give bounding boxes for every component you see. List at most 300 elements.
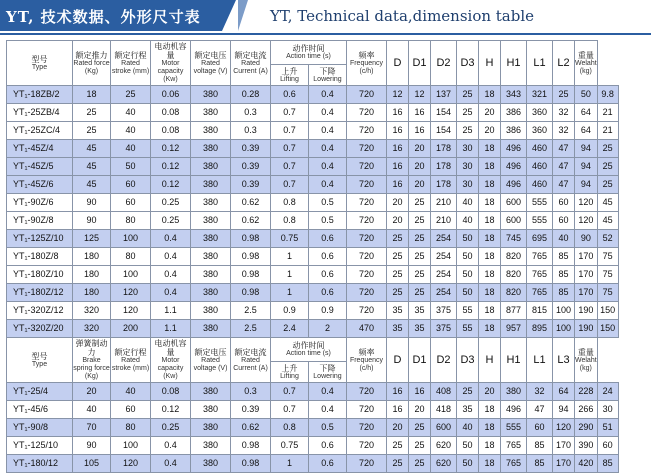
table1-cell: 80 xyxy=(111,212,151,230)
table1-cell: 0.4 xyxy=(151,230,191,248)
table1-cell: 765 xyxy=(527,266,553,284)
header2-voltage-en: Rated voltage (V) xyxy=(193,356,228,372)
table1-cell: 25 xyxy=(553,86,575,104)
table1-cell: 1 xyxy=(271,248,309,266)
table1-cell: 21 xyxy=(597,122,618,140)
table2-cell: 64 xyxy=(553,383,575,401)
table1-row xyxy=(7,212,619,230)
table2-cell: 60 xyxy=(111,401,151,419)
table1-cell: 2.5 xyxy=(231,302,271,320)
table1-cell: 957 xyxy=(501,320,527,338)
table1-cell: 150 xyxy=(597,302,618,320)
table1-cell: 380 xyxy=(191,284,231,302)
table1-cell: 64 xyxy=(575,122,598,140)
header-stroke-cn: 额定行程 xyxy=(114,50,147,60)
table1-cell: 45 xyxy=(73,158,111,176)
table1-cell: 2 xyxy=(309,320,347,338)
table1-cell: 0.12 xyxy=(151,158,191,176)
table2-cell: 18 xyxy=(479,455,501,473)
table1-cell: 18 xyxy=(479,158,501,176)
table2-cell: 380 xyxy=(191,455,231,473)
header-l1: L1 xyxy=(527,41,553,86)
table1-cell: 720 xyxy=(347,86,387,104)
header2-current xyxy=(231,338,271,383)
table1-cell: 60 xyxy=(553,194,575,212)
table1-cell: 320 xyxy=(73,302,111,320)
table1-cell: 460 xyxy=(527,158,553,176)
header-lower-en: Lowering xyxy=(313,75,342,83)
header2-l1: L1 xyxy=(527,338,553,383)
table2-cell: 0.75 xyxy=(271,437,309,455)
header2-h: H xyxy=(479,338,501,383)
table1-cell: 0.39 xyxy=(231,176,271,194)
title-cn-banner xyxy=(0,0,222,31)
table1-cell: 496 xyxy=(501,158,527,176)
table1-cell: 80 xyxy=(111,248,151,266)
table1-cell: 380 xyxy=(191,212,231,230)
table2-cell: 0.4 xyxy=(151,455,191,473)
table1-cell: 25 xyxy=(457,122,479,140)
table2-cell: 0.7 xyxy=(271,383,309,401)
table1-row xyxy=(7,302,619,320)
header2-action-time xyxy=(271,338,347,362)
table1-cell: 190 xyxy=(575,320,598,338)
table1-cell: 16 xyxy=(409,122,431,140)
table2-row xyxy=(7,455,619,473)
header2-brake-cn: 弹簧制动力 xyxy=(75,339,108,357)
table1-cell: 210 xyxy=(431,194,457,212)
table1-cell: 25 xyxy=(111,86,151,104)
table1-cell: 555 xyxy=(527,212,553,230)
table1-cell: 47 xyxy=(553,176,575,194)
table2-cell: 25 xyxy=(387,437,409,455)
table1-cell: 9.8 xyxy=(597,86,618,104)
table2-cell: 51 xyxy=(597,419,618,437)
table1-cell: 496 xyxy=(501,140,527,158)
header2-type xyxy=(7,338,73,383)
table1-cell: 0.4 xyxy=(309,86,347,104)
header-lift-en: Lifting xyxy=(280,75,299,83)
table1-cell: 460 xyxy=(527,176,553,194)
table1-cell: 18 xyxy=(479,248,501,266)
table1-cell: 0.98 xyxy=(231,284,271,302)
table2-type-cell: YT₁-45/6 xyxy=(7,401,73,419)
table1-type-cell: YT₁-90Z/6 xyxy=(7,194,73,212)
table1-cell: 180 xyxy=(73,284,111,302)
header2-current-cn: 额定电流 xyxy=(234,347,267,357)
table2-cell: 20 xyxy=(73,383,111,401)
table1-cell: 12 xyxy=(387,86,409,104)
header2-lower-en: Lowering xyxy=(313,372,342,380)
table1-cell: 765 xyxy=(527,248,553,266)
table2-row xyxy=(7,419,619,437)
header2-h1: H1 xyxy=(501,338,527,383)
header-type xyxy=(7,41,73,86)
table2-cell: 32 xyxy=(527,383,553,401)
header-l2: L2 xyxy=(553,41,575,86)
header-voltage-en: Rated voltage (V) xyxy=(193,59,228,75)
table1-cell: 720 xyxy=(347,248,387,266)
table1-cell: 25 xyxy=(387,248,409,266)
table2-cell: 120 xyxy=(553,419,575,437)
table2-cell: 18 xyxy=(479,401,501,419)
table2-cell: 418 xyxy=(431,401,457,419)
table1-cell: 64 xyxy=(575,104,598,122)
header-frequency xyxy=(347,41,387,86)
header2-d3: D3 xyxy=(457,338,479,383)
table1-cell: 380 xyxy=(191,248,231,266)
table1-cell: 16 xyxy=(387,140,409,158)
table1-cell: 40 xyxy=(457,194,479,212)
table1-cell: 30 xyxy=(457,140,479,158)
table1-row xyxy=(7,104,619,122)
table2-cell: 720 xyxy=(347,383,387,401)
table1-cell: 0.4 xyxy=(309,140,347,158)
table2-cell: 20 xyxy=(479,383,501,401)
table1-cell: 0.98 xyxy=(231,248,271,266)
table1-cell: 380 xyxy=(191,194,231,212)
header2-brake xyxy=(73,338,111,383)
table1-cell: 18 xyxy=(479,194,501,212)
table1-cell: 120 xyxy=(111,284,151,302)
table2-cell: 290 xyxy=(575,419,598,437)
table2-row xyxy=(7,383,619,401)
table1-cell: 0.62 xyxy=(231,212,271,230)
header-row-1a xyxy=(7,41,619,65)
title-chinese: YT, 技术数据、外形尺寸表 xyxy=(6,8,201,26)
header2-motor-en: Motor capacity (Kw) xyxy=(157,357,184,380)
header2-motor-cn: 电动机容量 xyxy=(154,339,187,357)
table1-cell: 0.8 xyxy=(271,194,309,212)
table2-cell: 408 xyxy=(431,383,457,401)
table1-cell: 90 xyxy=(73,212,111,230)
table2-cell: 170 xyxy=(553,455,575,473)
table2-cell: 85 xyxy=(527,455,553,473)
table1-type-cell: YT₁-180Z/10 xyxy=(7,266,73,284)
header-h: H xyxy=(479,41,501,86)
table1-type-cell: YT₁-320Z/12 xyxy=(7,302,73,320)
header-d2: D2 xyxy=(431,41,457,86)
table2-cell: 765 xyxy=(501,455,527,473)
table1-cell: 0.5 xyxy=(309,194,347,212)
table1-cell: 210 xyxy=(431,212,457,230)
table2-cell: 0.39 xyxy=(231,401,271,419)
table1-cell: 0.6 xyxy=(309,230,347,248)
table2-cell: 16 xyxy=(409,383,431,401)
table1-type-cell: YT₁-25ZB/4 xyxy=(7,104,73,122)
table1-cell: 375 xyxy=(431,302,457,320)
table2-cell: 35 xyxy=(457,401,479,419)
title-english: YT, Technical data,dimension table xyxy=(270,7,535,25)
header2-motor xyxy=(151,338,191,383)
table1-type-cell: YT₁-45Z/4 xyxy=(7,140,73,158)
table1-cell: 40 xyxy=(553,230,575,248)
header-weight-cn: 重量 xyxy=(577,50,594,60)
table1-cell: 0.4 xyxy=(151,248,191,266)
table2-cell: 70 xyxy=(73,419,111,437)
table1-cell: 120 xyxy=(111,302,151,320)
header-freq-en: Frequency (c/h) xyxy=(349,59,384,75)
table1-cell: 600 xyxy=(501,212,527,230)
table1-cell: 40 xyxy=(111,104,151,122)
table1-cell: 720 xyxy=(347,212,387,230)
table1-cell: 47 xyxy=(553,140,575,158)
header2-lowering xyxy=(309,362,347,383)
table1-cell: 2.4 xyxy=(271,320,309,338)
table1-cell: 16 xyxy=(387,104,409,122)
table1-cell: 25 xyxy=(73,122,111,140)
header2-lower-cn: 下降 xyxy=(319,363,336,373)
table1-cell: 35 xyxy=(409,320,431,338)
table1-cell: 25 xyxy=(597,176,618,194)
table1-cell: 20 xyxy=(409,176,431,194)
table1-cell: 25 xyxy=(387,230,409,248)
table2-cell: 30 xyxy=(597,401,618,419)
table1-cell: 18 xyxy=(479,176,501,194)
table2-cell: 496 xyxy=(501,401,527,419)
header2-stroke xyxy=(111,338,151,383)
header2-type-cn: 型号 xyxy=(31,351,48,361)
header-row-2a xyxy=(7,338,619,362)
table1-cell: 35 xyxy=(387,302,409,320)
table1-cell: 55 xyxy=(457,320,479,338)
table1-cell: 45 xyxy=(597,194,618,212)
header2-d1: D1 xyxy=(409,338,431,383)
table1-cell: 178 xyxy=(431,158,457,176)
table1-cell: 375 xyxy=(431,320,457,338)
table1-cell: 0.08 xyxy=(151,104,191,122)
table1-cell: 720 xyxy=(347,158,387,176)
header-stroke-en: Rated stroke (mm) xyxy=(111,59,150,75)
table1-cell: 50 xyxy=(457,248,479,266)
table1-cell: 695 xyxy=(527,230,553,248)
table2-cell: 0.7 xyxy=(271,401,309,419)
table2-cell: 620 xyxy=(431,437,457,455)
table2-cell: 0.08 xyxy=(151,383,191,401)
header2-voltage-cn: 额定电压 xyxy=(194,347,227,357)
table2-cell: 600 xyxy=(431,419,457,437)
table2-cell: 390 xyxy=(575,437,598,455)
table1-cell: 25 xyxy=(597,140,618,158)
header-lift-cn: 上升 xyxy=(281,66,298,76)
table2-cell: 380 xyxy=(191,401,231,419)
table1-type-cell: YT₁-45Z/6 xyxy=(7,176,73,194)
table1-cell: 600 xyxy=(501,194,527,212)
table1-cell: 0.6 xyxy=(309,266,347,284)
table2-cell: 80 xyxy=(111,419,151,437)
table1-cell: 170 xyxy=(575,284,598,302)
table1-cell: 25 xyxy=(597,158,618,176)
table1-cell: 18 xyxy=(479,284,501,302)
table1-cell: 720 xyxy=(347,194,387,212)
table2-cell: 16 xyxy=(387,401,409,419)
table2-cell: 170 xyxy=(553,437,575,455)
table1-cell: 25 xyxy=(387,266,409,284)
table1-cell: 75 xyxy=(597,284,618,302)
table1-type-cell: YT₁-320Z/20 xyxy=(7,320,73,338)
table1-cell: 178 xyxy=(431,176,457,194)
header2-action-en: Action time (s) xyxy=(286,350,331,357)
table2-cell: 0.8 xyxy=(271,419,309,437)
table2-type-cell: YT₁-125/10 xyxy=(7,437,73,455)
table1-cell: 0.8 xyxy=(271,212,309,230)
table1-cell: 100 xyxy=(553,302,575,320)
table1-row xyxy=(7,176,619,194)
header2-lift-en: Lifting xyxy=(280,372,299,380)
table1-cell: 254 xyxy=(431,266,457,284)
header2-type-en: Type xyxy=(31,360,48,368)
table1-cell: 0.9 xyxy=(309,302,347,320)
table1-cell: 200 xyxy=(111,320,151,338)
table1-cell: 320 xyxy=(73,320,111,338)
table1-cell: 20 xyxy=(387,194,409,212)
title-banner-accent xyxy=(238,0,248,31)
table1-cell: 0.3 xyxy=(231,122,271,140)
header-current-en: Rated Current (A) xyxy=(233,59,268,75)
table1-cell: 25 xyxy=(73,104,111,122)
header2-weight xyxy=(575,338,598,383)
table1-type-cell: YT₁-180Z/12 xyxy=(7,284,73,302)
table1-cell: 0.7 xyxy=(271,176,309,194)
table1-cell: 32 xyxy=(553,122,575,140)
table1-cell: 765 xyxy=(527,284,553,302)
table1-cell: 720 xyxy=(347,302,387,320)
table1-cell: 18 xyxy=(479,140,501,158)
header-type-en: Type xyxy=(31,63,48,71)
table1-cell: 35 xyxy=(409,302,431,320)
table1-cell: 815 xyxy=(527,302,553,320)
table2-cell: 0.4 xyxy=(309,383,347,401)
table2-cell: 40 xyxy=(111,383,151,401)
table1-type-cell: YT₁-18ZB/2 xyxy=(7,86,73,104)
table1-row xyxy=(7,266,619,284)
table1-cell: 254 xyxy=(431,248,457,266)
table1-cell: 745 xyxy=(501,230,527,248)
table1-cell: 1.1 xyxy=(151,302,191,320)
table2-cell: 40 xyxy=(73,401,111,419)
table1-cell: 0.7 xyxy=(271,122,309,140)
table1-cell: 18 xyxy=(479,212,501,230)
table1-cell: 343 xyxy=(501,86,527,104)
table1-cell: 20 xyxy=(479,104,501,122)
table2-cell: 228 xyxy=(575,383,598,401)
table2-cell: 266 xyxy=(575,401,598,419)
table2-cell: 0.98 xyxy=(231,455,271,473)
table2-cell: 720 xyxy=(347,401,387,419)
table2-cell: 24 xyxy=(597,383,618,401)
table1-cell: 75 xyxy=(597,266,618,284)
header-motor-en: Motor capacity (Kw) xyxy=(157,60,184,83)
table2-cell: 50 xyxy=(457,437,479,455)
table1-cell: 0.7 xyxy=(271,104,309,122)
table1-type-cell: YT₁-180Z/8 xyxy=(7,248,73,266)
header2-stroke-cn: 额定行程 xyxy=(114,347,147,357)
table2-cell: 85 xyxy=(597,455,618,473)
table1-cell: 0.12 xyxy=(151,176,191,194)
table2-cell: 0.62 xyxy=(231,419,271,437)
table1-cell: 25 xyxy=(409,212,431,230)
table1-cell: 0.25 xyxy=(151,194,191,212)
table1-cell: 0.5 xyxy=(309,212,347,230)
table2-cell: 50 xyxy=(457,455,479,473)
table1-row xyxy=(7,122,619,140)
table1-cell: 720 xyxy=(347,266,387,284)
header-weight xyxy=(575,41,598,86)
table1-cell: 0.7 xyxy=(271,140,309,158)
table1-cell: 20 xyxy=(409,140,431,158)
table1-cell: 820 xyxy=(501,284,527,302)
table1-cell: 45 xyxy=(73,140,111,158)
header-action-time xyxy=(271,41,347,65)
table2-type-cell: YT₁-180/12 xyxy=(7,455,73,473)
table1-cell: 25 xyxy=(457,104,479,122)
header2-freq-en: Frequency (c/h) xyxy=(349,356,384,372)
table1-cell: 16 xyxy=(409,104,431,122)
table1-cell: 720 xyxy=(347,230,387,248)
table1-cell: 90 xyxy=(575,230,598,248)
table2-cell: 555 xyxy=(501,419,527,437)
table1-cell: 0.28 xyxy=(231,86,271,104)
table1-cell: 0.4 xyxy=(309,158,347,176)
table2-cell: 47 xyxy=(527,401,553,419)
table1-cell: 386 xyxy=(501,122,527,140)
table2-cell: 60 xyxy=(597,437,618,455)
table1-cell: 254 xyxy=(431,230,457,248)
table2-cell: 94 xyxy=(553,401,575,419)
table1-cell: 720 xyxy=(347,122,387,140)
table1-cell: 380 xyxy=(191,176,231,194)
table1-row xyxy=(7,140,619,158)
table1-cell: 55 xyxy=(457,302,479,320)
table1-cell: 85 xyxy=(553,248,575,266)
table1-cell: 60 xyxy=(111,194,151,212)
header2-brake-en: Brake spring force (Kg) xyxy=(73,357,110,380)
header-d1: D1 xyxy=(409,41,431,86)
header2-d2: D2 xyxy=(431,338,457,383)
table2-cell: 90 xyxy=(73,437,111,455)
header-h1: H1 xyxy=(501,41,527,86)
table2-cell: 25 xyxy=(409,419,431,437)
table2-cell: 720 xyxy=(347,419,387,437)
header-freq-cn: 频率 xyxy=(358,50,375,60)
table1-row xyxy=(7,230,619,248)
table1-cell: 18 xyxy=(73,86,111,104)
table1-type-cell: YT₁-125Z/10 xyxy=(7,230,73,248)
table1-cell: 25 xyxy=(409,194,431,212)
table1-cell: 0.7 xyxy=(271,158,309,176)
table1-cell: 20 xyxy=(387,212,409,230)
table1-cell: 154 xyxy=(431,104,457,122)
table1-cell: 25 xyxy=(409,284,431,302)
table2-cell: 420 xyxy=(575,455,598,473)
table1-cell: 1 xyxy=(271,266,309,284)
table1-cell: 0.6 xyxy=(271,86,309,104)
table1-cell: 32 xyxy=(553,104,575,122)
table1-cell: 150 xyxy=(597,320,618,338)
table2-cell: 25 xyxy=(457,383,479,401)
table1-cell: 720 xyxy=(347,284,387,302)
header2-lift-cn: 上升 xyxy=(281,363,298,373)
table1-cell: 50 xyxy=(575,86,598,104)
table2-cell: 380 xyxy=(191,419,231,437)
table1-cell: 50 xyxy=(111,158,151,176)
table1-cell: 0.06 xyxy=(151,86,191,104)
table2-row xyxy=(7,437,619,455)
table1-cell: 40 xyxy=(111,140,151,158)
table1-cell: 25 xyxy=(457,86,479,104)
table2-cell: 0.6 xyxy=(309,437,347,455)
table2-cell: 60 xyxy=(527,419,553,437)
